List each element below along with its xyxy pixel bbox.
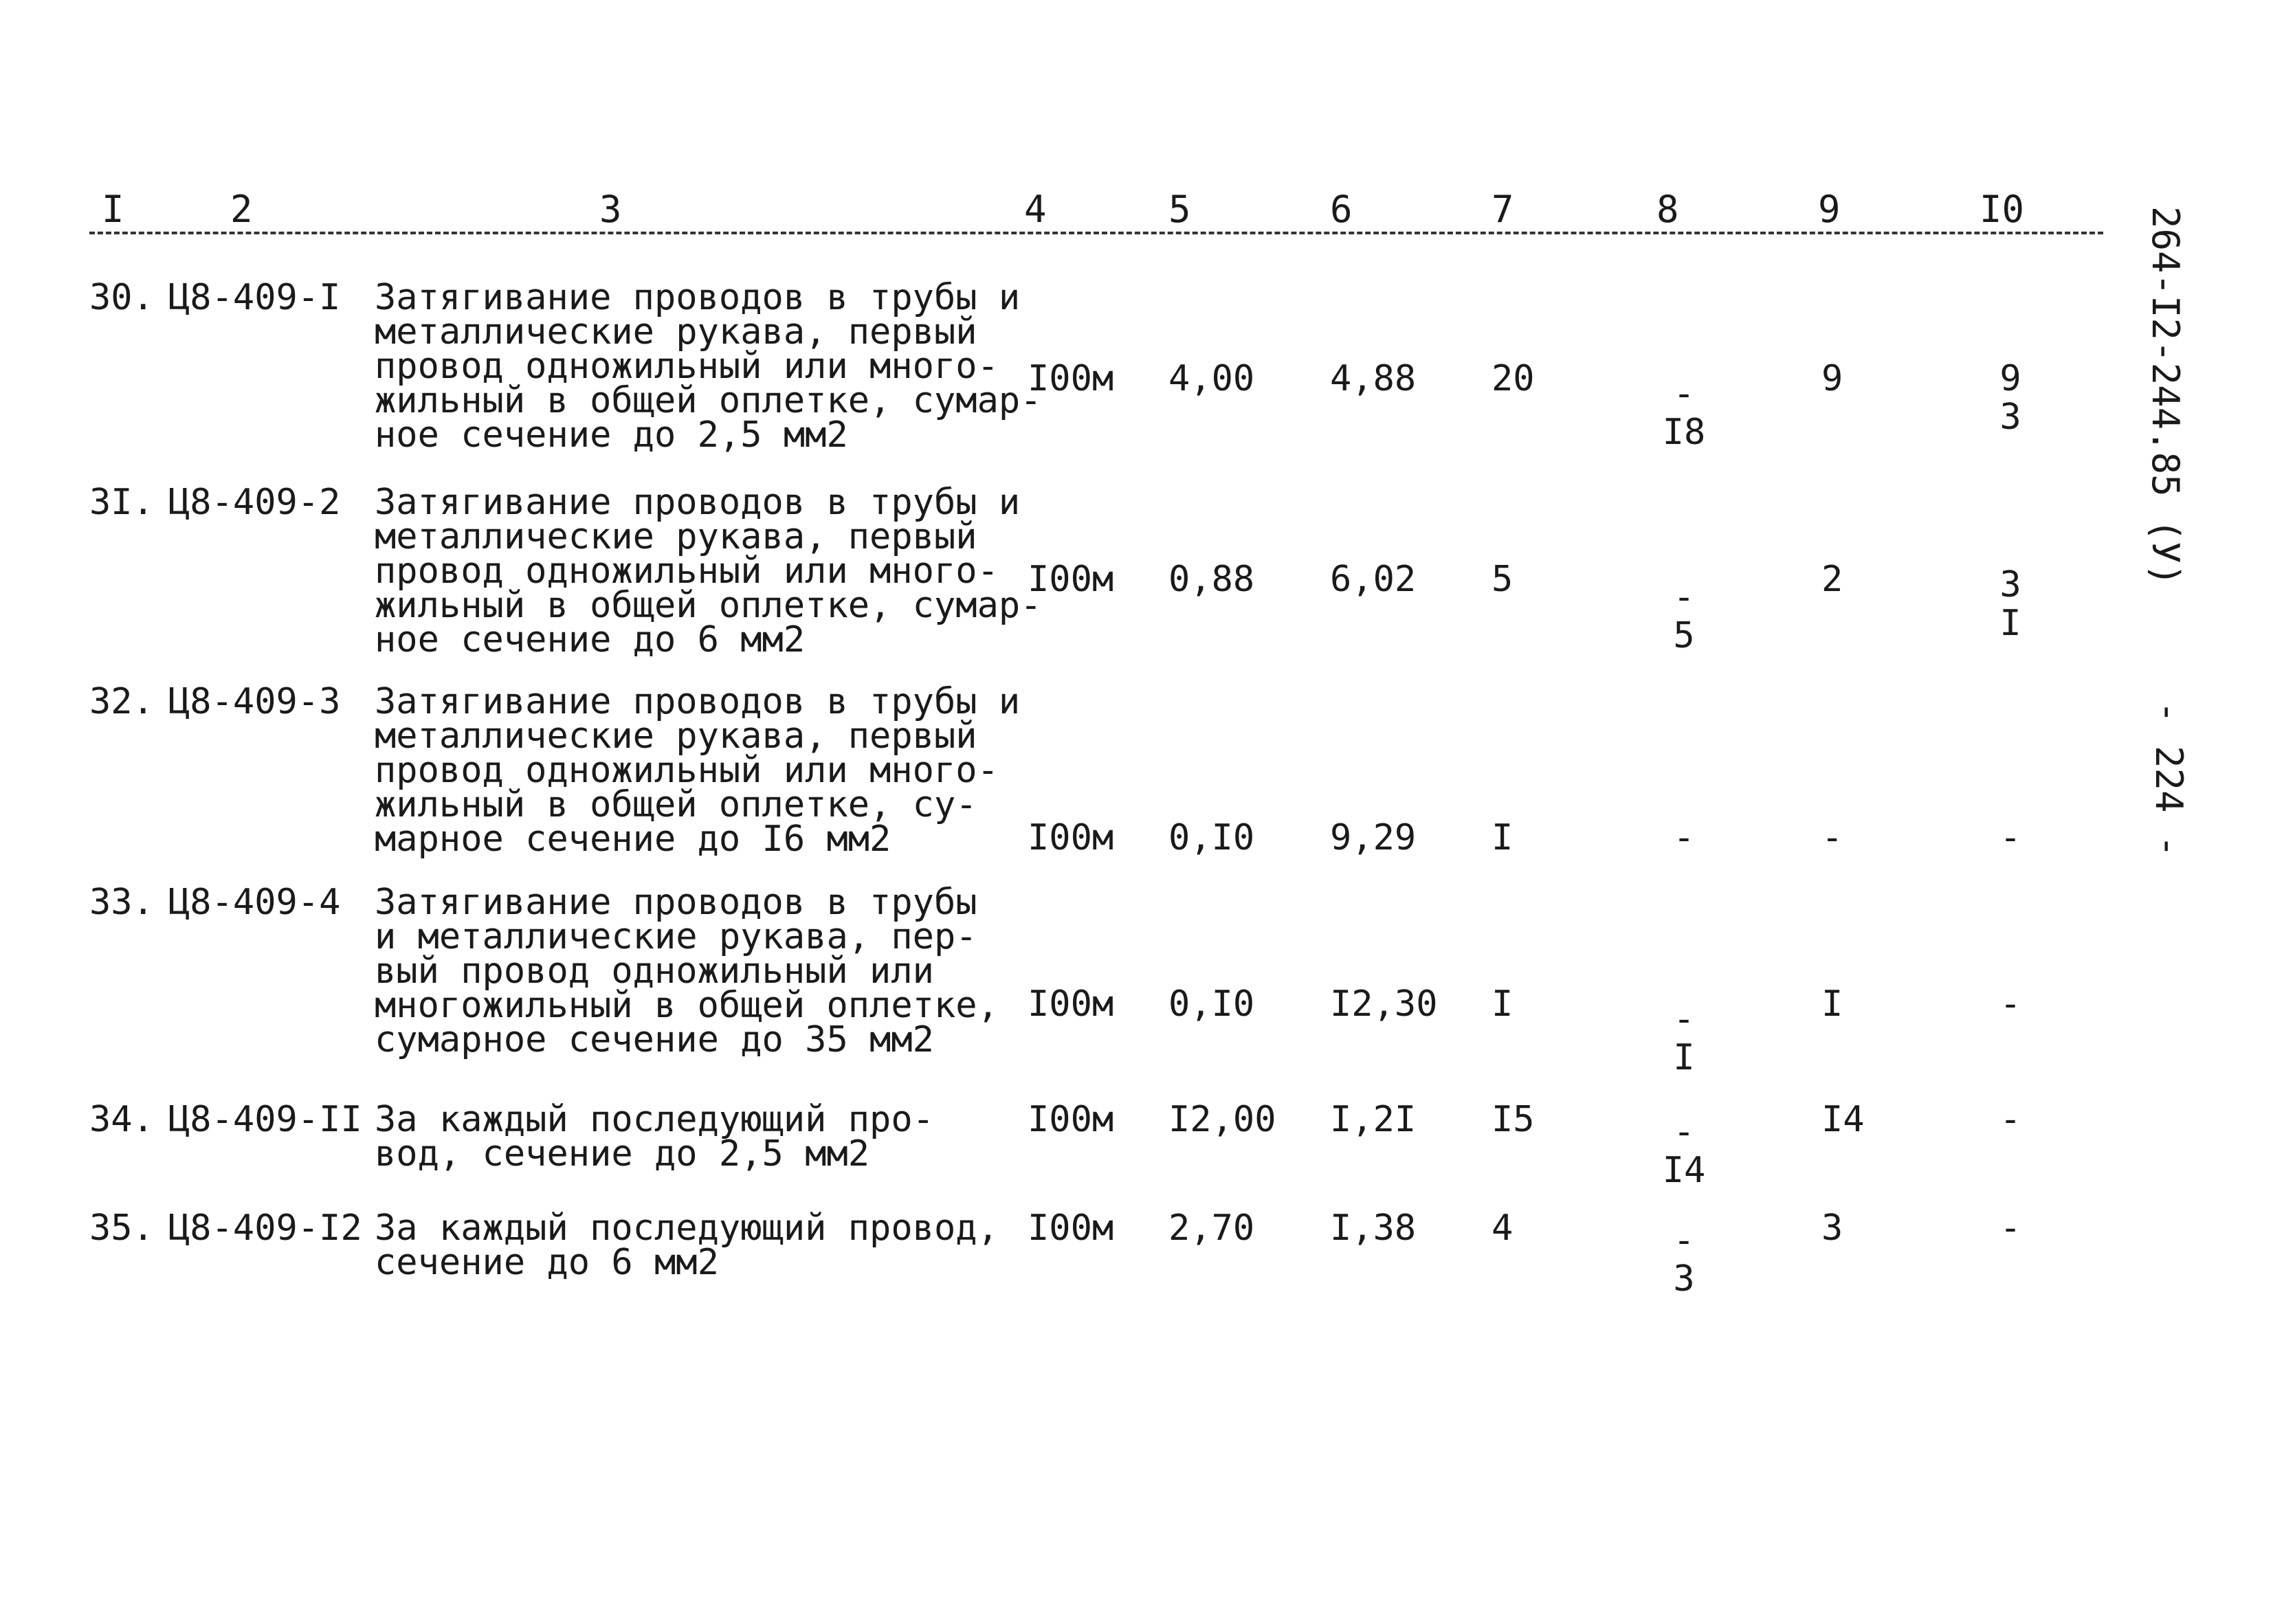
page-number: - 224 -	[2147, 701, 2191, 858]
fraction-numerator: 3	[1999, 564, 2021, 605]
column-header-10: I0	[1980, 188, 2025, 231]
row-code: Ц8-409-I2	[168, 1208, 362, 1249]
row-value-6: 9,29	[1330, 817, 1417, 858]
row-value-6: 6,02	[1330, 559, 1417, 600]
row-value-10: -	[1999, 1208, 2021, 1249]
row-number: 34.	[89, 1099, 154, 1140]
column-header-9: 9	[1818, 188, 1841, 231]
row-value-5: I2,00	[1168, 1099, 1276, 1140]
row-value-8	[1653, 999, 1715, 1078]
column-header-3: 3	[599, 188, 622, 231]
row-value-9: I	[1821, 983, 1843, 1025]
fraction	[1662, 1111, 1706, 1191]
fraction-denominator: I	[1673, 1037, 1695, 1078]
row-value-10	[1980, 358, 2041, 438]
description-line: За каждый последующий провод,	[375, 1208, 999, 1249]
description-line: ное сечение до 6 мм2	[375, 619, 806, 660]
row-value-7: 5	[1492, 559, 1514, 600]
column-header-5: 5	[1168, 188, 1191, 231]
row-unit: I00м	[1028, 1099, 1114, 1140]
description-line: Затягивание проводов в трубы и	[375, 482, 1021, 523]
description-line: За каждый последующий про-	[375, 1099, 934, 1140]
fraction	[1673, 1220, 1695, 1300]
column-header-1: I	[102, 188, 124, 231]
row-code: Ц8-409-I	[168, 277, 341, 318]
fraction-denominator: I	[1999, 603, 2021, 644]
row-value-9: -	[1821, 817, 1843, 858]
row-value-9: 3	[1821, 1208, 1843, 1249]
fraction-numerator: -	[1673, 373, 1695, 414]
row-code: Ц8-409-4	[168, 882, 341, 923]
row-number: 30.	[89, 277, 154, 318]
row-value-9: 9	[1821, 358, 1843, 399]
description-line: сечение до 6 мм2	[375, 1242, 719, 1283]
column-header-6: 6	[1330, 188, 1353, 231]
row-value-7: I	[1492, 983, 1514, 1025]
row-value-5: 2,70	[1168, 1208, 1255, 1249]
description-line: ное сечение до 2,5 мм2	[375, 414, 848, 456]
row-value-6: I,2I	[1330, 1099, 1417, 1140]
description-line: многожильный в общей оплетке,	[375, 985, 999, 1026]
description-line: марное сечение до I6 мм2	[375, 819, 891, 860]
row-value-8	[1653, 1220, 1715, 1300]
description-line: жильный в общей оплетке, сумар-	[375, 585, 1042, 626]
description-line: провод одножильный или много-	[375, 750, 999, 791]
row-description	[375, 882, 999, 1060]
row-number: 3I.	[89, 482, 154, 523]
description-line: вод, сечение до 2,5 мм2	[375, 1133, 870, 1175]
row-description	[375, 277, 1042, 456]
column-header-8: 8	[1656, 188, 1679, 231]
column-header-7: 7	[1492, 188, 1514, 231]
fraction-denominator: 3	[1999, 397, 2021, 438]
row-value-10: -	[1999, 983, 2021, 1025]
description-line: Затягивание проводов в трубы	[375, 882, 977, 923]
fraction-denominator: 3	[1673, 1258, 1695, 1300]
description-line: сумарное сечение до 35 мм2	[375, 1019, 934, 1060]
description-line: металлические рукава, первый	[375, 516, 977, 557]
row-description	[375, 681, 1021, 860]
row-number: 33.	[89, 882, 154, 923]
row-value-7: 20	[1492, 358, 1535, 399]
description-line: Затягивание проводов в трубы и	[375, 277, 1021, 318]
row-value-6: 4,88	[1330, 358, 1417, 399]
fraction	[1999, 358, 2021, 438]
fraction	[1673, 999, 1695, 1078]
row-value-10: -	[1999, 817, 2021, 858]
row-value-5: 4,00	[1168, 358, 1255, 399]
row-value-8	[1653, 577, 1715, 656]
description-line: металлические рукава, первый	[375, 715, 977, 757]
row-unit: I00м	[1028, 358, 1114, 399]
row-value-8	[1653, 1111, 1715, 1191]
fraction-denominator: 5	[1673, 615, 1695, 656]
fraction	[1673, 577, 1695, 656]
header-divider	[89, 232, 2103, 234]
row-value-10: -	[1999, 1099, 2021, 1140]
row-description	[375, 1099, 934, 1175]
row-value-9: 2	[1821, 559, 1843, 600]
row-value-8: -	[1673, 817, 1695, 858]
fraction-numerator: -	[1673, 577, 1695, 618]
description-line: Затягивание проводов в трубы и	[375, 681, 1021, 722]
row-value-5: 0,88	[1168, 559, 1255, 600]
row-unit: I00м	[1028, 817, 1114, 858]
row-unit: I00м	[1028, 1208, 1114, 1249]
fraction-numerator: -	[1673, 1220, 1695, 1261]
row-value-10	[1980, 564, 2041, 644]
row-number: 35.	[89, 1208, 154, 1249]
description-line: провод одножильный или много-	[375, 346, 999, 387]
row-unit: I00м	[1028, 559, 1114, 600]
description-line: вый провод одножильный или	[375, 950, 934, 992]
fraction-numerator: 9	[1999, 358, 2021, 399]
fraction-denominator: I8	[1662, 412, 1706, 453]
row-code: Ц8-409-3	[168, 681, 341, 722]
fraction-numerator: -	[1673, 1111, 1695, 1153]
description-line: и металлические рукава, пер-	[375, 916, 977, 957]
row-unit: I00м	[1028, 983, 1114, 1025]
row-description	[375, 482, 1042, 660]
row-value-7: I5	[1492, 1099, 1535, 1140]
row-number: 32.	[89, 681, 154, 722]
column-header-4: 4	[1024, 188, 1047, 231]
description-line: провод одножильный или много-	[375, 550, 999, 592]
row-value-6: I2,30	[1330, 983, 1438, 1025]
row-value-7: 4	[1492, 1208, 1514, 1249]
column-header-2: 2	[230, 188, 253, 231]
row-description	[375, 1208, 999, 1283]
row-value-9: I4	[1821, 1099, 1865, 1140]
row-code: Ц8-409-2	[168, 482, 341, 523]
fraction-numerator: -	[1673, 999, 1695, 1040]
description-line: жильный в общей оплетке, су-	[375, 784, 977, 825]
fraction-denominator: I4	[1662, 1150, 1706, 1191]
row-code: Ц8-409-II	[168, 1099, 362, 1140]
fraction	[1999, 564, 2021, 644]
row-value-5: 0,I0	[1168, 817, 1255, 858]
row-value-6: I,38	[1330, 1208, 1417, 1249]
row-value-7: I	[1492, 817, 1514, 858]
fraction	[1662, 373, 1706, 453]
row-value-5: 0,I0	[1168, 983, 1255, 1025]
description-line: металлические рукава, первый	[375, 311, 977, 353]
row-value-8	[1653, 373, 1715, 453]
document-code: 264-I2-244.85 (У)	[2144, 206, 2187, 586]
description-line: жильный в общей оплетке, сумар-	[375, 380, 1042, 421]
